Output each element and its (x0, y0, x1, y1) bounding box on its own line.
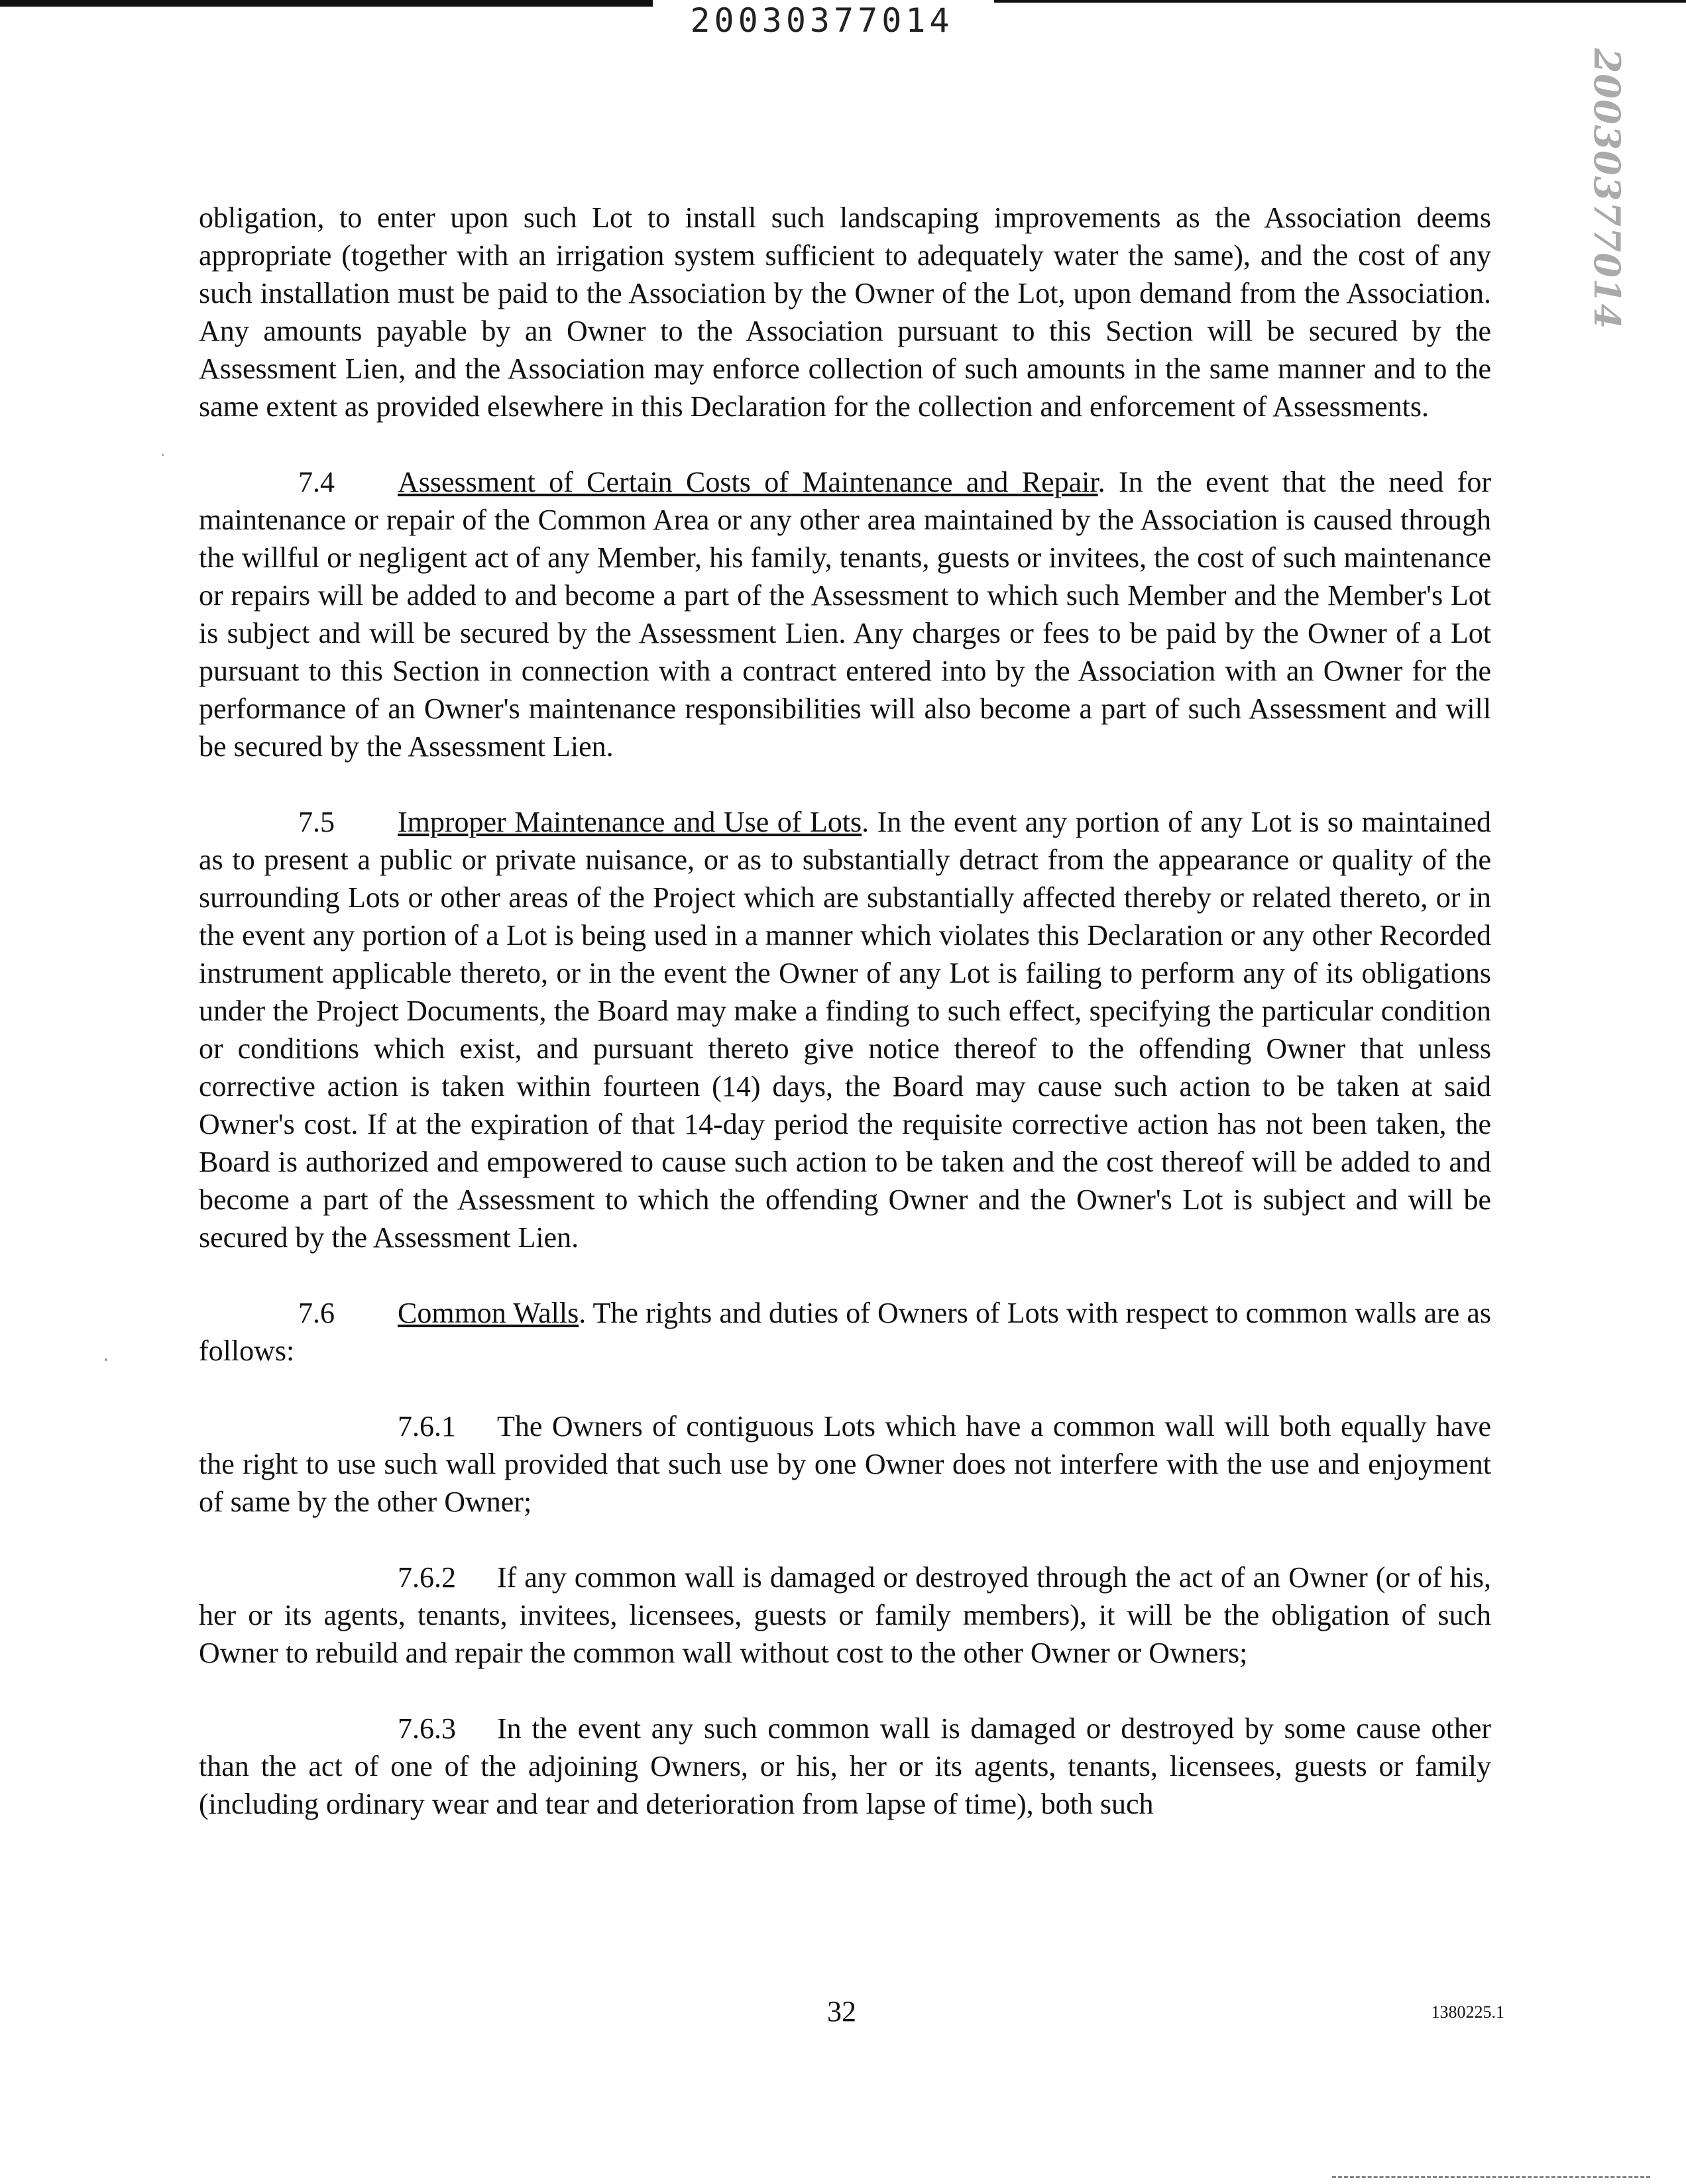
section-heading: Assessment of Certain Costs of Maintenance and Repair (398, 466, 1098, 498)
subsection-7-6-1 (199, 1407, 1491, 1521)
side-stamp-text: 20030377014 (1586, 48, 1628, 330)
scan-speck (162, 454, 164, 456)
top-rule-right (994, 0, 1686, 3)
section-7-4 (199, 463, 1491, 765)
section-text: . In the event any portion of any Lot is so maintained as to present a public or private nuisance, or as to substantially detract from the appearance or quality of the surrounding Lots or other areas of the Project which are substantially affected thereby or related thereto, or in the event any portion of a Lot is being used in a manner which violates this Declaration or any other Recorded instrument applicable thereto, or in the event the Owner of any Lot is failing to perform any of its obligations under the Project Documents, the Board may make a finding to such effect, specifying the particular condition or conditions which exist, and pursuant thereto give notice thereof to the offending Owner that unless corrective action is taken within fourteen (14) days, the Board may cause such action to be taken at said Owner's cost. If at the expiration of that 14-day period the requisite corrective action has not been taken, the Board is authorized and empowered to cause such action to be taken and the cost thereof will be added to and become a part of the Assessment to which the offending Owner and the Owner's Lot is subject and will be secured by the Assessment Lien. (199, 806, 1492, 1254)
section-text: . In the event that the need for maintenance or repair of the Common Area or any other area maintained by the Association is caused through the willful or negligent act of any Member, his family, tenants, guests or invitees, the cost of such maintenance or repairs will be added to and become a part of the Assessment to which such Member and the Member's Lot is subject and will be secured by the Assessment Lien. Any charges or fees to be paid by the Owner of a Lot pursuant to this Section in connection with a contract entered into by the Association with an Owner for the performance of an Owner's maintenance responsibilities will also become a part of such Assessment and will be secured by the Assessment Lien. (199, 466, 1491, 763)
subsection-text: The Owners of contiguous Lots which have a common wall will both equally have the right to use such wall provided that such use by one Owner does not interfere with the use and enjoyment of same by the other Owner; (199, 1410, 1491, 1518)
section-7-5 (199, 803, 1491, 1256)
document-body (199, 199, 1491, 1861)
scan-edge-mark (1332, 2176, 1650, 2178)
top-rule-left (0, 0, 653, 7)
side-record-stamp (1581, 48, 1634, 330)
subsection-text: In the event any such common wall is damaged or destroyed by some cause other than the act of one of the adjoining Owners, or his, her or its agents, tenants, licensees, guests or family (including ordinary wear and tear and deterioration from lapse of time), both such (199, 1712, 1491, 1820)
section-heading: Common Walls (398, 1297, 579, 1329)
section-number: 7.5 (298, 806, 335, 838)
scan-speck (105, 1358, 107, 1361)
page-number: 32 (827, 1995, 856, 2028)
subsection-number: 7.6.3 (398, 1712, 456, 1745)
section-heading: Improper Maintenance and Use of Lots (398, 806, 862, 838)
section-number: 7.6 (298, 1297, 335, 1329)
section-7-6 (199, 1294, 1491, 1370)
record-number: 20030377014 (690, 1, 954, 40)
intro-paragraph: obligation, to enter upon such Lot to install such landscaping improvements as the Association deems appropriate (together with an irrigation system sufficient to adequately water the same), and the cost of any such installation must be paid to the Association by the Owner of the Lot, upon demand from the Association. Any amounts payable by an Owner to the Association pursuant to this Section will be secured by the Assessment Lien, and the Association may enforce collection of such amounts in the same manner and to the same extent as provided elsewhere in this Declaration for the collection and enforcement of Assessments. (199, 201, 1491, 423)
subsection-7-6-2 (199, 1558, 1491, 1672)
section-number: 7.4 (298, 466, 335, 498)
section-text: . The rights and duties of Owners of Lots with respect to common walls are as follows: (199, 1297, 1492, 1367)
document-code: 1380225.1 (1431, 2002, 1504, 2022)
subsection-number: 7.6.2 (398, 1561, 456, 1594)
subsection-text: If any common wall is damaged or destroyed through the act of an Owner (or of his, her or its agents, tenants, invitees, licensees, guests or family members), it will be the obligation of such Owner to rebuild and repair the common wall without cost to the other Owner or Owners; (199, 1561, 1491, 1669)
subsection-number: 7.6.1 (398, 1410, 456, 1443)
subsection-7-6-3 (199, 1710, 1491, 1823)
